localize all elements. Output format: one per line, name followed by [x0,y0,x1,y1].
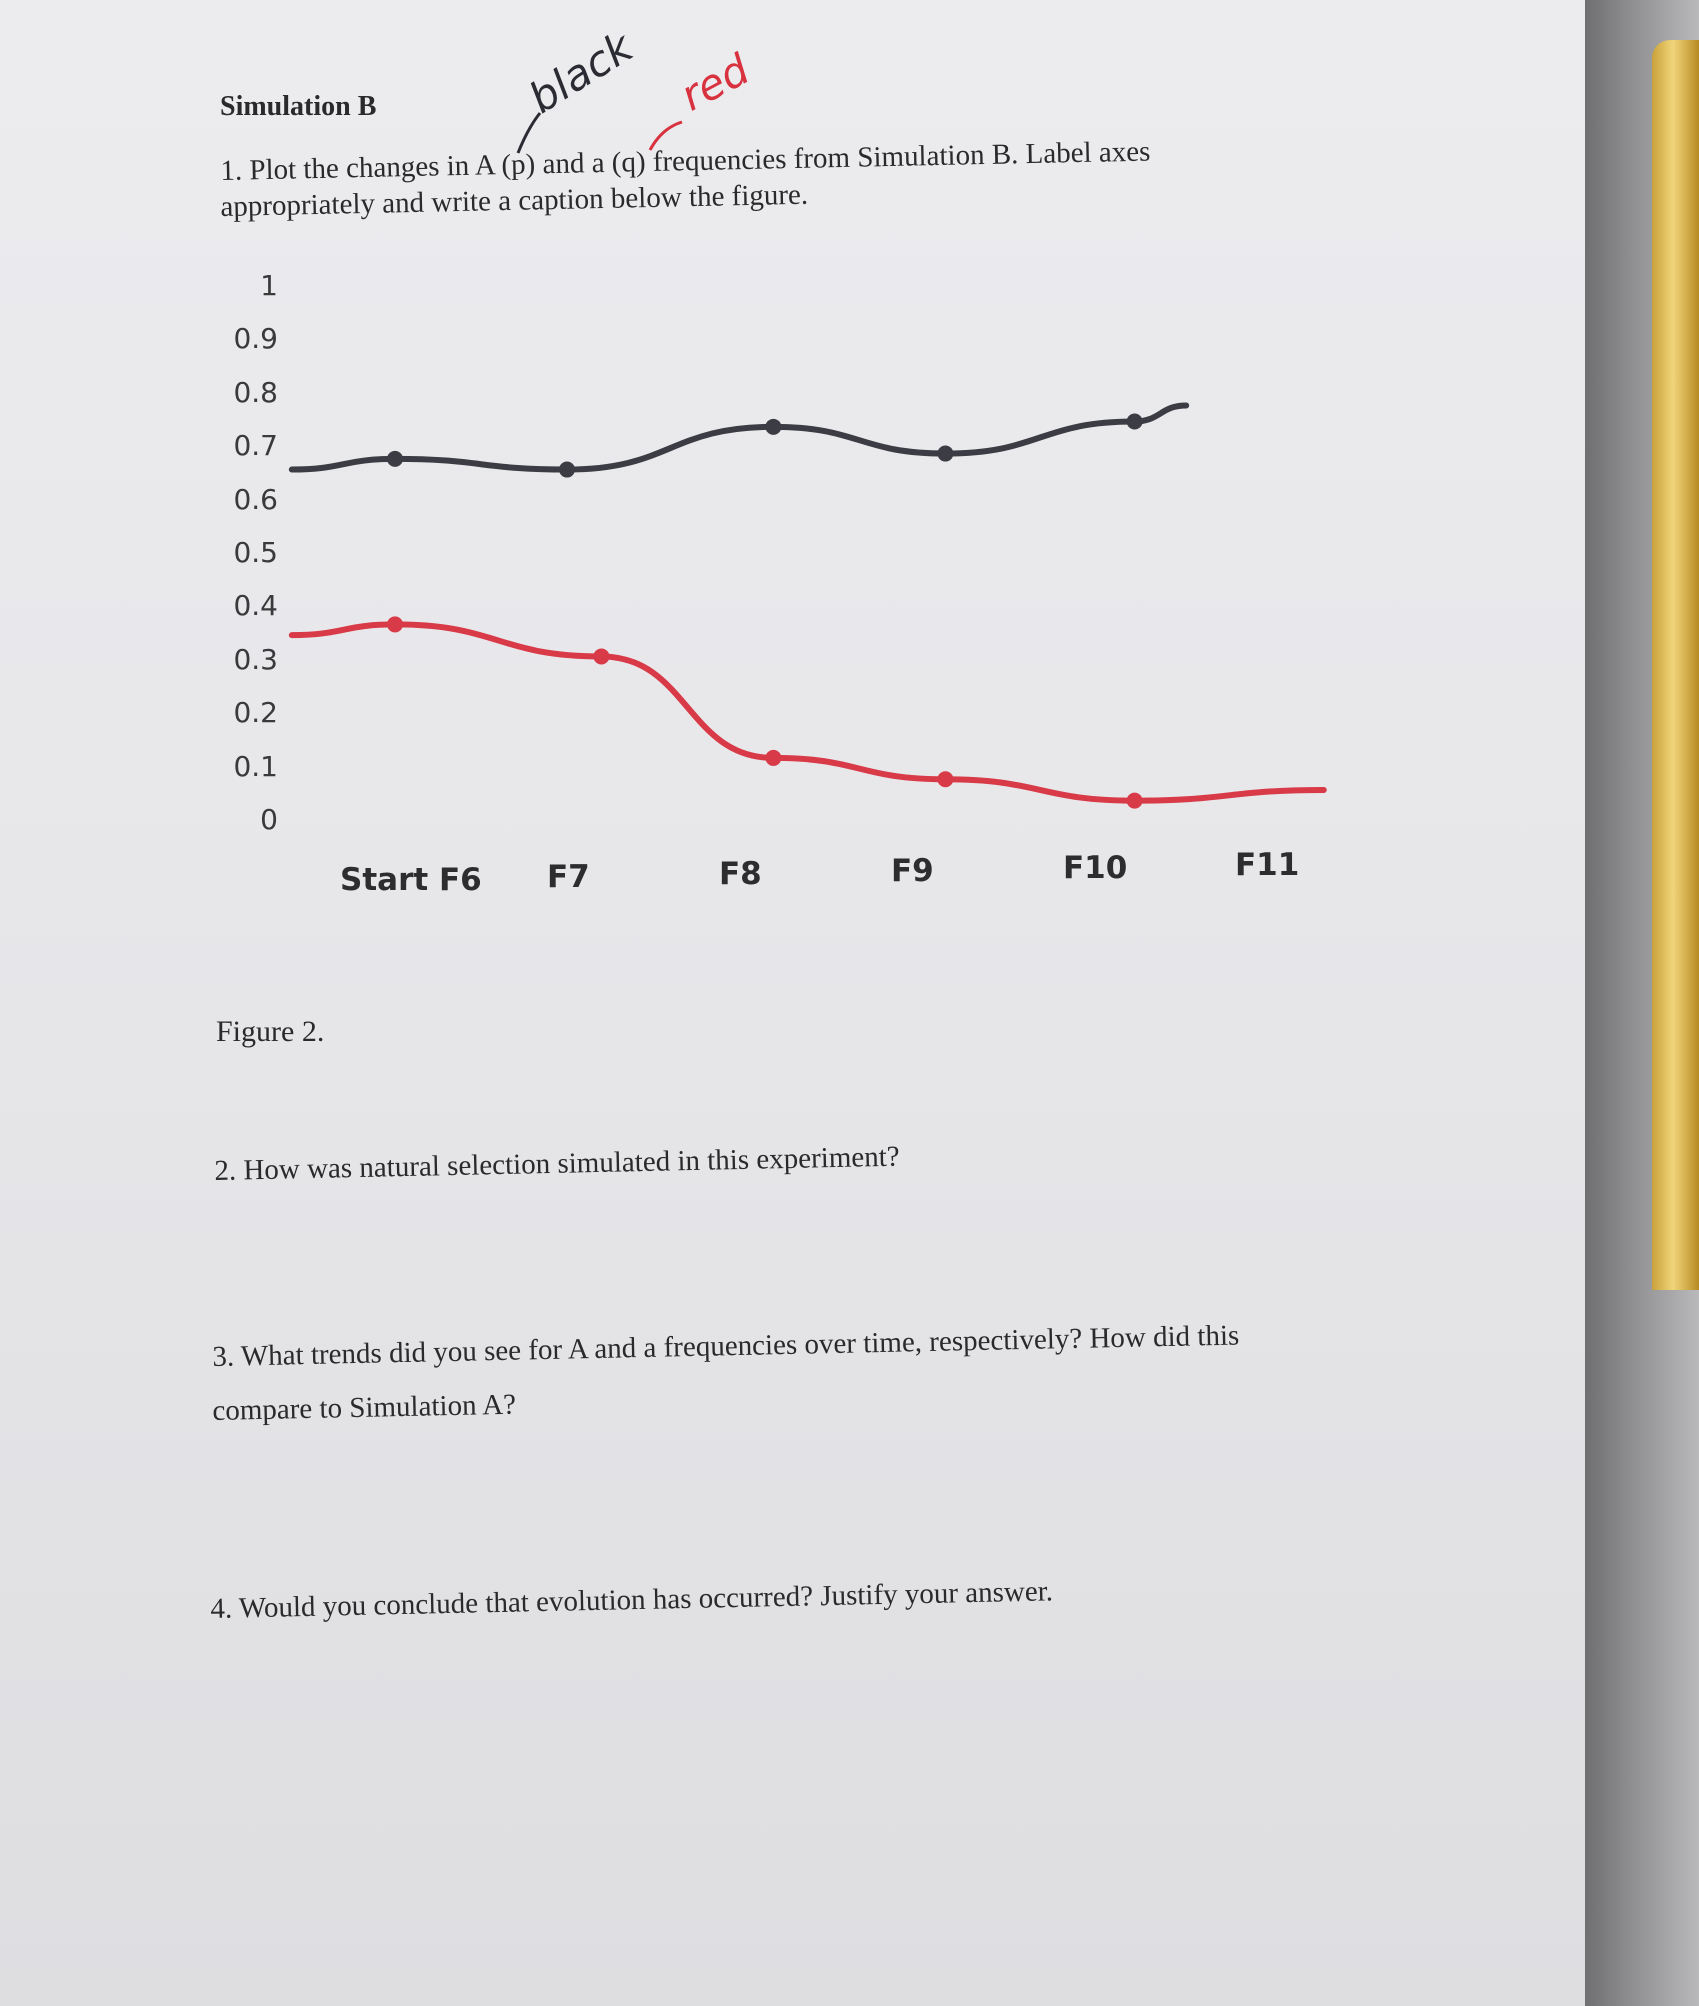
figure-caption: Figure 2. [216,1015,325,1048]
data-point-black [765,419,781,435]
y-tick-label: 0 [260,803,278,836]
y-tick-label: 1 [260,269,278,302]
question-2: 2. How was natural selection simulated in this experiment? [214,1140,900,1187]
x-tick-label: F7 [547,859,590,895]
question-1-line-1: 1. Plot the changes in A (p) and a (q) frequencies from Simulation B. Label axes [220,135,1151,187]
red-annotation: red [672,44,758,121]
y-tick-label: 0.7 [233,429,278,463]
x-tick-label: F9 [891,853,934,889]
series-line-black [292,405,1186,469]
y-tick-label: 0.6 [233,482,278,516]
data-point-red [937,771,953,787]
data-point-black [937,446,953,462]
red-pointer-arrow [650,122,682,150]
y-tick-label: 0.4 [233,589,278,623]
black-annotation: black [520,22,641,123]
data-point-red [593,648,609,664]
x-tick-label: F11 [1235,847,1300,883]
y-tick-label: 0.8 [233,375,278,409]
data-point-red [765,750,781,766]
x-tick-label: F8 [719,856,762,892]
y-tick-label: 0.5 [233,536,278,569]
data-point-black [1127,414,1143,430]
y-tick-label: 0.9 [233,322,278,356]
y-tick-label: 0.3 [233,642,278,676]
page-title: Simulation B [220,91,377,122]
black-pointer-arrow [518,113,540,153]
series-line-red [292,624,1324,800]
y-tick-label: 0.2 [233,696,278,730]
x-tick-label: F10 [1063,850,1128,886]
question-1-line-2: appropriately and write a caption below the figure. [220,178,809,223]
question-3-line-2: compare to Simulation A? [212,1388,517,1427]
question-3-line-1: 3. What trends did you see for A and a frequencies over time, respectively? How did this [212,1319,1240,1373]
data-point-red [1127,793,1143,809]
question-4: 4. Would you conclude that evolution has occurred? Justify your answer. [210,1575,1054,1625]
data-point-black [387,451,403,467]
data-point-red [387,616,403,632]
y-tick-label: 0.1 [233,749,278,783]
x-tick-label: Start F6 [340,862,482,898]
data-point-black [559,462,575,478]
